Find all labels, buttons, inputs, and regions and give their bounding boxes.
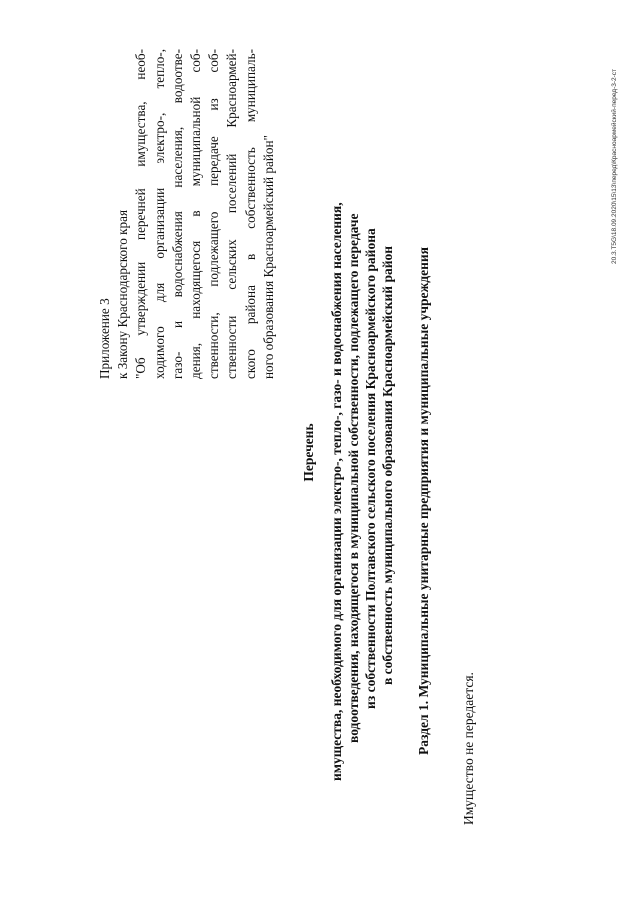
appendix-law-ref: к Закону Краснодарского края bbox=[115, 209, 131, 379]
list-subtitle-line: водоотведения, находящегося в муниципальной собственности, подлежащего передаче bbox=[346, 213, 361, 743]
section-title: Раздел 1. Муниципальные унитарные предприятия и муниципальные учреждения bbox=[416, 247, 431, 755]
appendix-law-title-line: ственности, подлежащего передаче из соб- bbox=[206, 49, 222, 379]
list-subtitle-line: имущества, необходимого для организации электро-, тепло-, газо- и водоснабжения населения, bbox=[329, 202, 344, 781]
list-subtitle-line: из собственности Полтавского сельского поселения Красноармейского района bbox=[363, 228, 378, 709]
appendix-law-title-line: дения, находящегося в муниципальной соб- bbox=[188, 49, 204, 379]
appendix-law-title-line: ского района в собственность муниципаль- bbox=[242, 49, 258, 379]
appendix-law-title-line: "Об утверждении перечней имущества, необ- bbox=[133, 49, 149, 379]
document-code: 20.3.Т5G\18.09.2020\15\13\перед\Красноармейский-перед-3-2-ст bbox=[611, 68, 618, 264]
appendix-law-title-line: ственности сельских поселений Красноармей- bbox=[224, 49, 240, 379]
list-subtitle-line: в собственность муниципального образования Красноармейский район bbox=[380, 245, 395, 685]
appendix-law-title-line: ного образования Красноармейский район" bbox=[260, 135, 276, 379]
appendix-block bbox=[96, 49, 278, 379]
list-title: Перечень bbox=[301, 423, 316, 482]
no-transfer-note: Имущество не передается. bbox=[461, 672, 476, 825]
appendix-law-title-line: газо- и водоснабжения населения, водоотве- bbox=[169, 49, 185, 379]
appendix-law-title-line: ходимого для организации электро-, тепло-, bbox=[151, 49, 167, 379]
appendix-number: Приложение 3 bbox=[97, 298, 112, 379]
